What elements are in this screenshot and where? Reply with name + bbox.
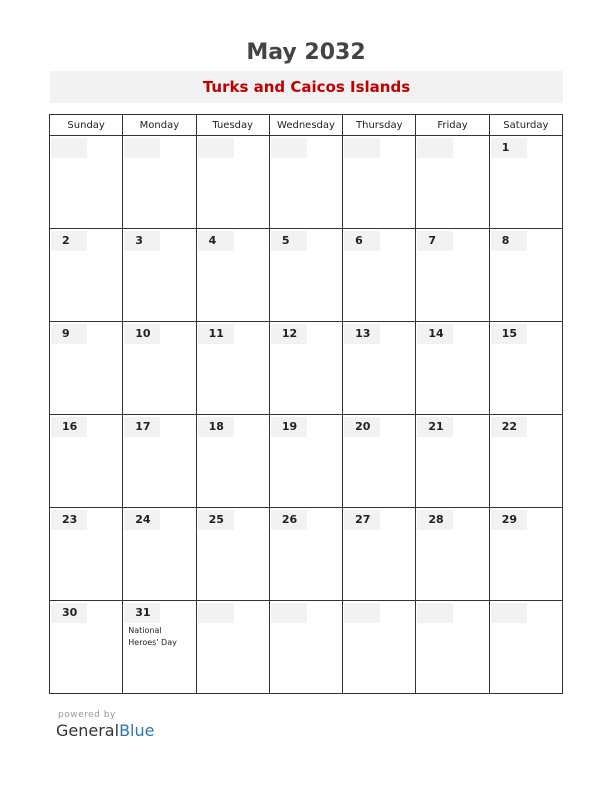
day-cell[interactable] [196, 415, 269, 508]
day-number: 16 [51, 417, 87, 437]
empty-day-cell [269, 601, 342, 694]
weekday-tuesday: Tuesday [196, 115, 269, 136]
day-number [124, 138, 160, 158]
empty-day-cell [416, 601, 489, 694]
empty-day-cell [50, 136, 123, 229]
day-cell[interactable] [123, 508, 196, 601]
day-number: 25 [198, 510, 234, 530]
day-number: 8 [491, 231, 527, 251]
weekday-sunday: Sunday [50, 115, 123, 136]
brand-logo[interactable] [56, 721, 154, 740]
day-number: 9 [51, 324, 87, 344]
day-cell[interactable] [489, 322, 562, 415]
day-number [271, 603, 307, 623]
empty-day-cell [123, 136, 196, 229]
empty-day-cell [196, 136, 269, 229]
day-number: 13 [344, 324, 380, 344]
day-number [271, 138, 307, 158]
day-number: 1 [491, 138, 527, 158]
day-number: 12 [271, 324, 307, 344]
day-cell[interactable] [343, 508, 416, 601]
calendar-grid [49, 114, 563, 694]
weekday-header-row [50, 115, 563, 136]
day-cell[interactable] [416, 415, 489, 508]
day-cell[interactable] [416, 229, 489, 322]
day-number: 18 [198, 417, 234, 437]
day-number [198, 138, 234, 158]
day-number: 29 [491, 510, 527, 530]
weekday-thursday: Thursday [343, 115, 416, 136]
empty-day-cell [196, 601, 269, 694]
weekday-friday: Friday [416, 115, 489, 136]
day-number: 3 [124, 231, 160, 251]
day-cell[interactable] [196, 322, 269, 415]
day-cell[interactable] [489, 229, 562, 322]
day-cell[interactable] [489, 508, 562, 601]
calendar-title: May 2032 [246, 40, 366, 65]
day-cell[interactable] [123, 229, 196, 322]
empty-day-cell [343, 601, 416, 694]
day-number: 23 [51, 510, 87, 530]
day-number [417, 603, 453, 623]
day-cell[interactable] [50, 601, 123, 694]
day-number: 19 [271, 417, 307, 437]
brand-blue: Blue [119, 721, 155, 740]
day-number [417, 138, 453, 158]
day-cell[interactable] [196, 508, 269, 601]
country-name: Turks and Caicos Islands [202, 78, 411, 96]
week-row [50, 322, 563, 415]
weekday-saturday: Saturday [489, 115, 562, 136]
day-number: 27 [344, 510, 380, 530]
week-row [50, 508, 563, 601]
day-cell[interactable] [123, 601, 196, 694]
day-number: 5 [271, 231, 307, 251]
week-row [50, 136, 563, 229]
day-cell[interactable] [343, 415, 416, 508]
day-number: 20 [344, 417, 380, 437]
week-row [50, 415, 563, 508]
day-number: 2 [51, 231, 87, 251]
day-number: 24 [124, 510, 160, 530]
day-cell[interactable] [489, 415, 562, 508]
country-bar [50, 71, 563, 103]
day-cell[interactable] [343, 229, 416, 322]
day-number: 6 [344, 231, 380, 251]
day-cell[interactable] [123, 415, 196, 508]
day-cell[interactable] [416, 322, 489, 415]
day-cell[interactable] [50, 415, 123, 508]
day-number: 22 [491, 417, 527, 437]
day-number: 21 [417, 417, 453, 437]
empty-day-cell [343, 136, 416, 229]
day-number: 28 [417, 510, 453, 530]
day-cell[interactable] [196, 229, 269, 322]
day-number [344, 603, 380, 623]
empty-day-cell [489, 601, 562, 694]
day-cell[interactable] [269, 415, 342, 508]
calendar-body [50, 136, 563, 694]
week-row [50, 601, 563, 694]
day-number [344, 138, 380, 158]
week-row [50, 229, 563, 322]
day-cell[interactable] [123, 322, 196, 415]
day-number [198, 603, 234, 623]
day-cell[interactable] [489, 136, 562, 229]
day-cell[interactable] [269, 322, 342, 415]
weekday-wednesday: Wednesday [269, 115, 342, 136]
day-number: 17 [124, 417, 160, 437]
brand-general: General [56, 721, 120, 740]
day-number: 7 [417, 231, 453, 251]
day-cell[interactable] [50, 322, 123, 415]
day-number: 31 [124, 603, 160, 623]
day-cell[interactable] [269, 229, 342, 322]
day-cell[interactable] [50, 508, 123, 601]
day-number: 4 [198, 231, 234, 251]
day-number [491, 603, 527, 623]
weekday-monday: Monday [123, 115, 196, 136]
holiday-event: National Heroes' Day [128, 626, 177, 647]
day-number: 30 [51, 603, 87, 623]
day-cell[interactable] [343, 322, 416, 415]
day-number: 26 [271, 510, 307, 530]
day-cell[interactable] [50, 229, 123, 322]
day-cell[interactable] [269, 508, 342, 601]
day-number: 15 [491, 324, 527, 344]
empty-day-cell [416, 136, 489, 229]
day-number [51, 138, 87, 158]
day-number: 14 [417, 324, 453, 344]
day-number: 11 [198, 324, 234, 344]
empty-day-cell [269, 136, 342, 229]
day-number: 10 [124, 324, 160, 344]
powered-by-text: powered by [58, 710, 116, 720]
day-cell[interactable] [416, 508, 489, 601]
